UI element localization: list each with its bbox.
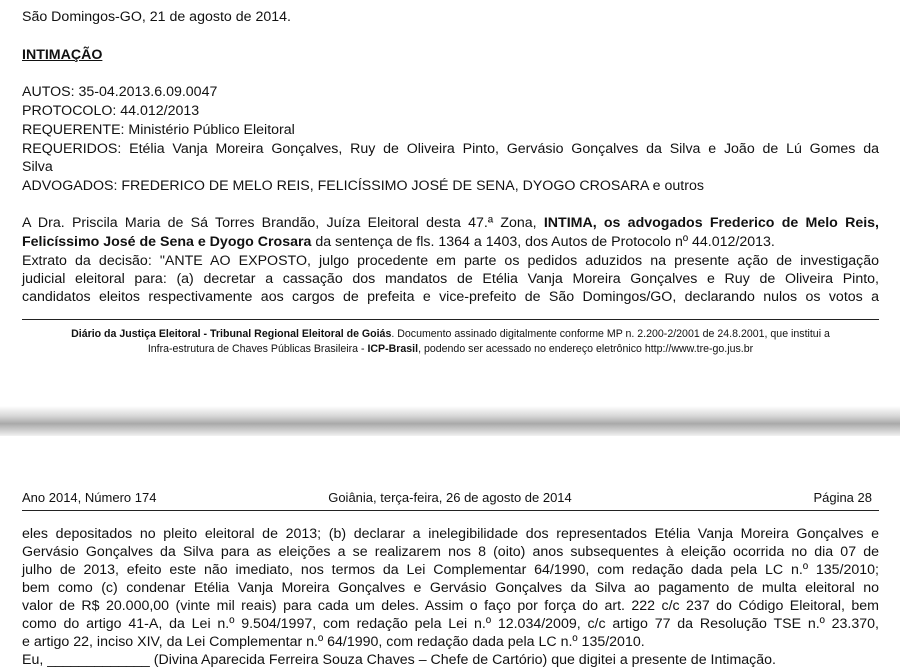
requerente-line: REQUERENTE: Ministério Público Eleitoral [22, 122, 295, 138]
intima-bold-text: INTIMA, os advogados Frederico de Melo Reis, [543, 215, 879, 231]
header-date: Goiânia, terça-feira, 26 de agosto de 2014 [328, 490, 572, 505]
advogados-line: ADVOGADOS: FREDERICO DE MELO REIS, FELICÍSSIMO JOSÉ DE SENA, DYOGO CROSARA e outros [22, 178, 704, 194]
body-line: bem como (c) condenar Etélia Vanja Moreira Gonçalves e Gervásio Gonçalves da Silva ao pagamento de multa eleitoral no [22, 580, 879, 596]
requeridos-line-1: REQUERIDOS: Etélia Vanja Moreira Gonçalves, Ruy de Oliveira Pinto, Gervásio Gonçalves da Silva e João de Lú Gomes da [22, 141, 879, 157]
autos-line: AUTOS: 35-04.2013.6.09.0047 [22, 84, 218, 100]
signature-line: Eu, _____________ (Divina Aparecida Ferreira Souza Chaves – Chefe de Cartório) que digitei a presente de Intimação. [22, 652, 776, 668]
footer-line-1 [22, 327, 879, 342]
body-line: e artigo 22, inciso XIV, da Lei Complementar n.º 64/1990, com redação dada pela LC n.º 135/2010. [22, 634, 645, 650]
date-line: São Domingos-GO, 21 de agosto de 2014. [22, 9, 291, 25]
protocolo-line: PROTOCOLO: 44.012/2013 [22, 103, 200, 119]
extrato-line-1: Extrato da decisão: "ANTE AO EXPOSTO, julgo procedente em parte os pedidos aduzidos na presente ação de investigação [22, 253, 879, 269]
extrato-line-2: judicial eleitoral para: (a) decretar a cassação dos mandatos de Etélia Vanja Moreira Gonçalves e Ruy de Oliveira Pinto, [22, 271, 879, 287]
footer-text-1: . Documento assinado digitalmente conforme MP n. 2.200-2/2001 de 24.8.2001, que institui a [391, 328, 830, 340]
body-line: julho de 2013, efeito este não imediato, nos termos da Lei Complementar 64/1990, com redação dada pela LC n.º 135/2010; [22, 562, 879, 578]
footer-line-2 [22, 342, 879, 357]
header-page-number: Página 28 [813, 490, 872, 505]
footer-text-2a: Infra-estrutura de Chaves Públicas Brasileira - [147, 343, 368, 355]
extrato-line-3: candidatos eleitos respectivamente aos cargos de prefeita e vice-prefeito de São Domingos/GO, declarando nulos os votos a [22, 289, 879, 305]
body-line: como do artigo 41-A, da Lei n.º 9.504/1997, com redação pela Lei n.º 12.034/2009, c/c artigo 77 da Resolução TSE n.º 23.370, [22, 616, 879, 632]
intima-text: A Dra. Priscila Maria de Sá Torres Brandão, Juíza Eleitoral desta 47.ª Zona, [22, 215, 544, 231]
requeridos-line-2: Silva [22, 159, 53, 175]
page-break-separator [0, 406, 900, 438]
body-line: eles depositados no pleito eleitoral de 2013; (b) declarar a inelegibilidade dos representados Etélia Vanja Moreira Gonçalves e [22, 526, 879, 542]
footer-journal-name: Diário da Justiça Eleitoral - Tribunal Regional Eleitoral de Goiás [71, 328, 392, 340]
sentenca-text: da sentença de fls. 1364 a 1403, dos Autos de Protocolo nº 44.012/2013. [311, 234, 775, 250]
footer-icp-brasil: ICP-Brasil [367, 343, 419, 355]
header-issue-number: Ano 2014, Número 174 [22, 490, 157, 505]
body-line: valor de R$ 20.000,00 (vinte mil reais) para cada um deles. Assim o faço por força do art. 222 c/c 237 do Código Eleitoral, bem [22, 598, 879, 614]
footer-text-2b: , podendo ser acessado no endereço eletrônico http://www.tre-go.jus.br [418, 343, 754, 355]
lawyers-bold-text: Felicíssimo José de Sena e Dyogo Crosara [22, 234, 312, 250]
footer-rule [22, 319, 879, 320]
body-line: Gervásio Gonçalves da Silva para as eleições a se realizarem nos 8 (oito) anos subsequentes à eleição ocorrida no dia 07 de [22, 544, 879, 560]
intima-paragraph-line-1 [22, 214, 879, 232]
intimacao-heading: INTIMAÇÃO [22, 47, 103, 63]
header-rule [22, 510, 879, 511]
intima-paragraph-line-2 [22, 233, 775, 251]
